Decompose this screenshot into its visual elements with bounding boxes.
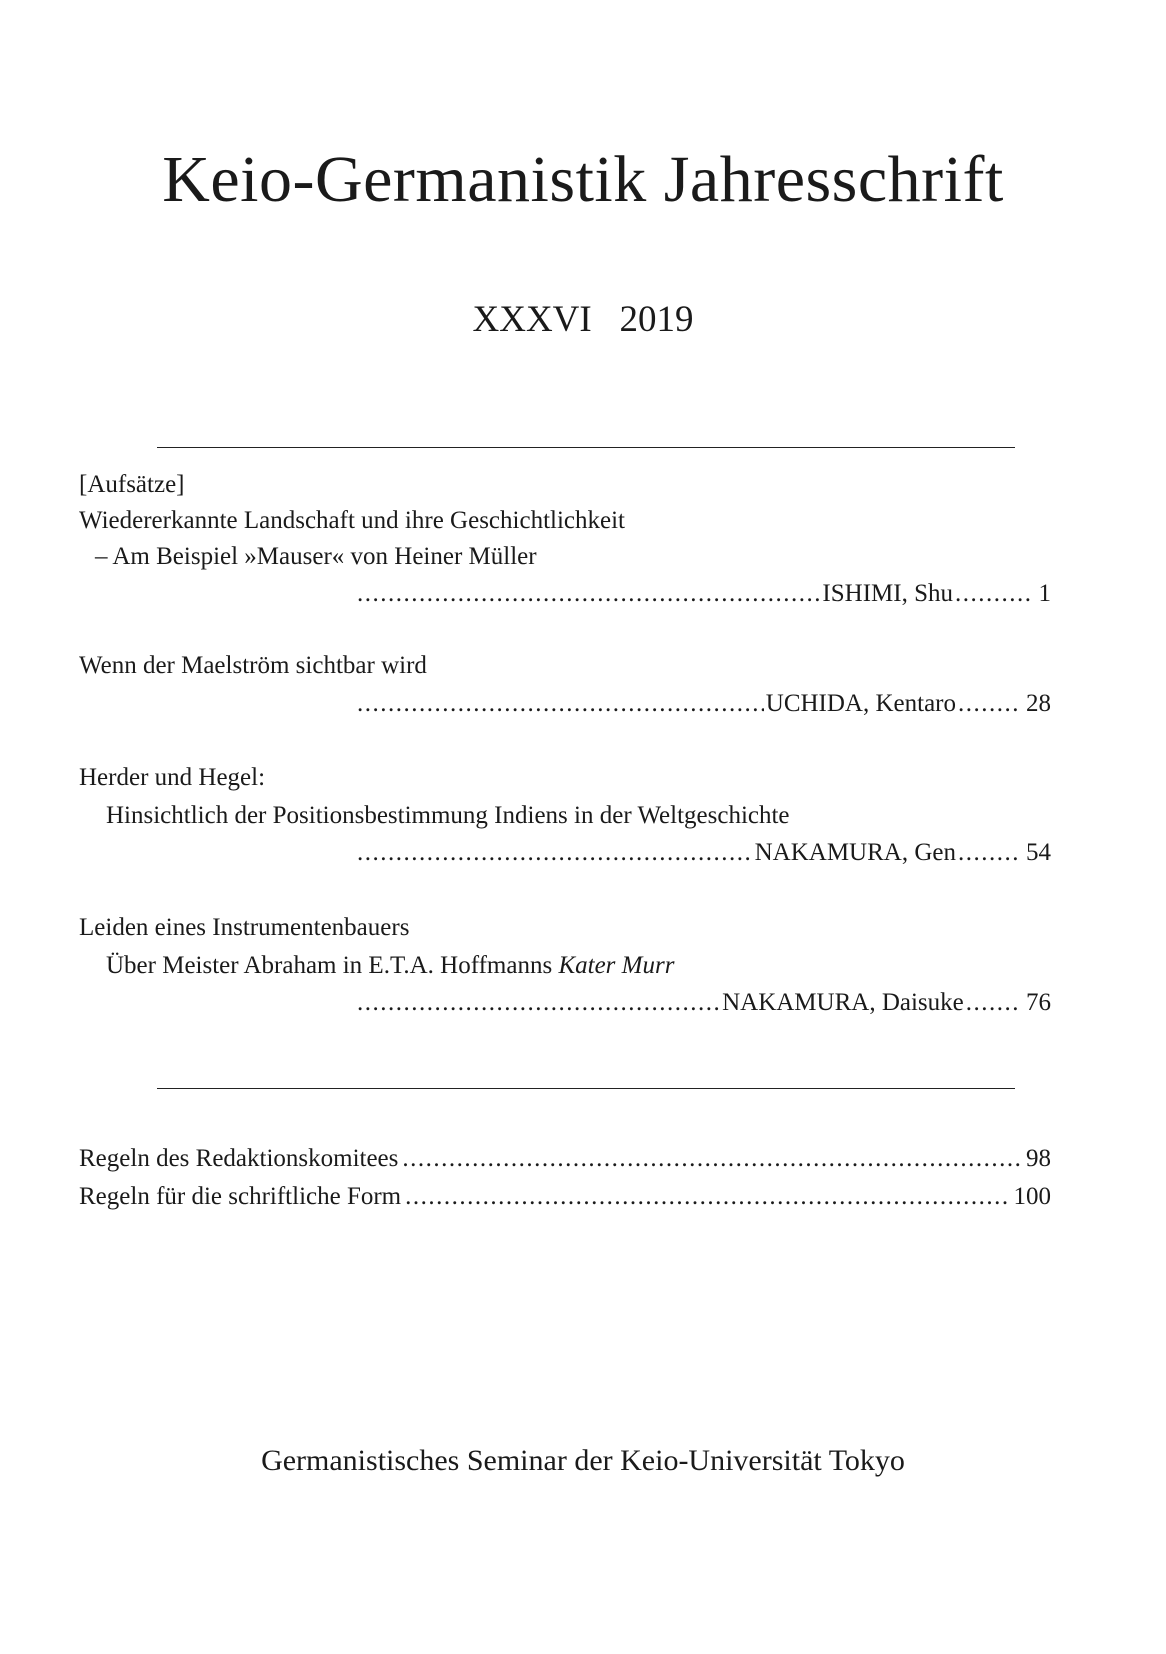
toc-entry-2-author: UCHIDA, Kentaro (765, 690, 956, 717)
toc-entry-4-subtitle[interactable] (106, 950, 674, 982)
toc-entry-3-title[interactable]: Herder und Hegel: (79, 764, 266, 791)
section-heading: [Aufsätze] (79, 471, 185, 498)
dot-leader (405, 1181, 1007, 1213)
toc-entry-1-author: ISHIMI, Shu (822, 580, 953, 607)
toc-entry-2-leader[interactable] (357, 688, 1051, 720)
toc-entry-1-title[interactable]: Wiedererkannte Landschaft und ihre Geschichtlichkeit (79, 507, 625, 534)
toc-entry-1-page: 1 (1038, 580, 1051, 607)
appendix-entry-1[interactable] (79, 1143, 1051, 1175)
toc-entry-4-author: NAKAMURA, Daisuke (722, 989, 964, 1016)
dot-leader-trail: ....... (965, 989, 1020, 1016)
dot-leader-trail: ........ (958, 690, 1020, 717)
toc-entry-2-title[interactable]: Wenn der Maelström sichtbar wird (79, 652, 427, 679)
dot-leader (357, 578, 820, 610)
appendix-entry-1-page: 98 (1026, 1145, 1051, 1172)
publisher-line: Germanistisches Seminar der Keio-Universität Tokyo (261, 1444, 905, 1477)
toc-entry-3-leader[interactable] (357, 837, 1051, 869)
toc-entry-4-page: 76 (1026, 989, 1051, 1016)
journal-title: Keio-Germanistik Jahresschrift (162, 143, 1004, 216)
toc-entry-3-page: 54 (1026, 839, 1051, 866)
dot-leader-trail: ........ (958, 839, 1020, 866)
toc-entry-2-page: 28 (1026, 690, 1051, 717)
dot-leader (402, 1143, 1020, 1175)
toc-entry-4-title[interactable]: Leiden eines Instrumentenbauers (79, 914, 410, 941)
volume-year: XXXVI 2019 (472, 299, 694, 340)
dot-leader (357, 987, 720, 1019)
dot-leader-trail: .......... (955, 580, 1033, 607)
toc-entry-4-leader[interactable] (357, 987, 1051, 1019)
toc-entry-3-subtitle[interactable]: Hinsichtlich der Positionsbestimmung Indiens in der Weltgeschichte (106, 802, 790, 829)
toc-entry-1-leader[interactable] (357, 578, 1051, 610)
appendix-entry-1-label: Regeln des Redaktionskomitees (79, 1145, 399, 1172)
toc-entry-3-author: NAKAMURA, Gen (754, 839, 956, 866)
subtitle-italic-work: Kater Murr (558, 952, 675, 979)
subtitle-text: Über Meister Abraham in E.T.A. Hoffmanns (106, 952, 559, 979)
appendix-entry-2-page: 100 (1013, 1183, 1051, 1210)
divider-top (157, 447, 1015, 448)
dot-leader (357, 837, 753, 869)
dot-leader (357, 688, 764, 720)
appendix-entry-2[interactable] (79, 1181, 1051, 1213)
divider-bottom (157, 1088, 1015, 1089)
toc-entry-1-subtitle[interactable]: – Am Beispiel »Mauser« von Heiner Müller (95, 543, 537, 570)
appendix-entry-2-label: Regeln für die schriftliche Form (79, 1183, 402, 1210)
